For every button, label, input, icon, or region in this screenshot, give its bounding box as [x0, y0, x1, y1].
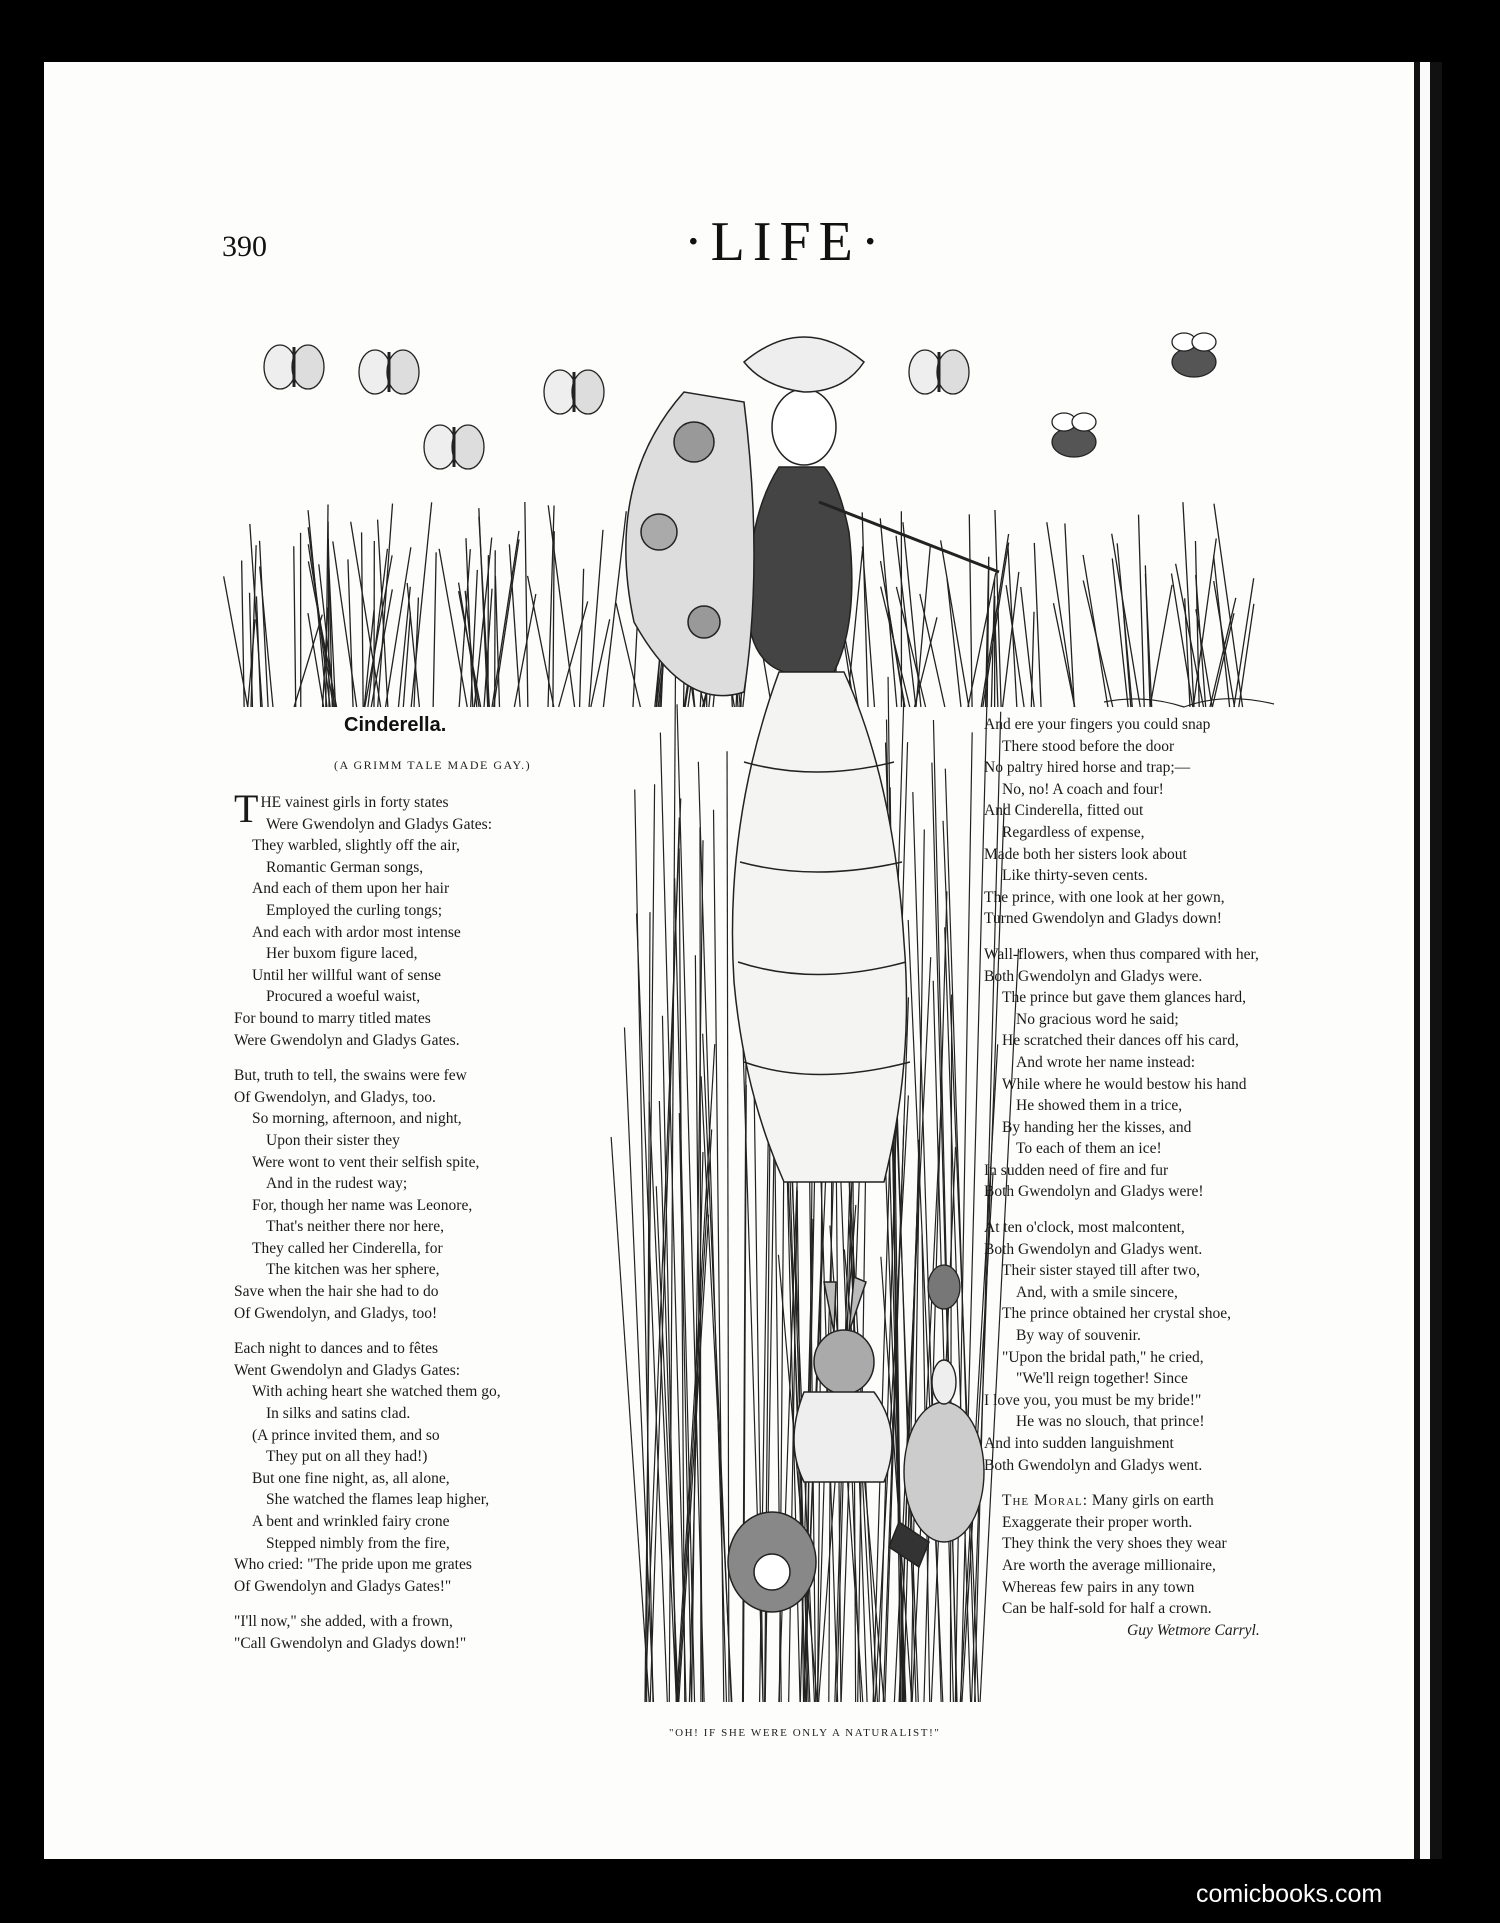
poem-line: Romantic German songs,: [266, 858, 424, 876]
magazine-page: [44, 62, 1442, 1859]
moral-line: Exaggerate their proper worth.: [1002, 1513, 1193, 1531]
poem-line: Stepped nimbly from the fire,: [266, 1534, 450, 1552]
poem-line: Until her willful want of sense: [252, 966, 441, 984]
poem-right-column: [984, 714, 1404, 1641]
poem-line: "We'll reign together! Since: [1016, 1370, 1188, 1388]
moral-line: They think the very shoes they wear: [1002, 1535, 1227, 1553]
poem-line: The kitchen was her sphere,: [266, 1261, 440, 1279]
page-number: 390: [222, 230, 267, 263]
poem-line: The prince obtained her crystal shoe,: [1002, 1305, 1231, 1323]
poem-line: There stood before the door: [1002, 737, 1175, 755]
moral-label: The Moral:: [1002, 1492, 1089, 1510]
poem-first-line: THE vainest girls in forty states: [234, 786, 449, 831]
poem-line: In sudden need of fire and fur: [984, 1161, 1169, 1179]
poem-line: He was no slouch, that prince!: [1016, 1413, 1205, 1431]
poem-line: And, with a smile sincere,: [1016, 1283, 1178, 1301]
poem-line: Were Gwendolyn and Gladys Gates.: [234, 1031, 460, 1049]
poem-line: By way of souvenir.: [1016, 1327, 1141, 1345]
poem-line: At ten o'clock, most malcontent,: [984, 1219, 1185, 1237]
poem-line: The prince, with one look at her gown,: [984, 888, 1225, 906]
poem-line: (A prince invited them, and so: [252, 1426, 440, 1444]
poem-line: Like thirty-seven cents.: [1002, 867, 1148, 885]
poem-line: Who cried: "The pride upon me grates: [234, 1556, 472, 1574]
butterfly-icon: [359, 350, 419, 394]
poem-line: No, no! A coach and four!: [1002, 780, 1164, 798]
poem-line: The prince but gave them glances hard,: [1002, 989, 1247, 1007]
poem-left-column: [234, 786, 654, 1655]
poem-line: Were wont to vent their selfish spite,: [252, 1153, 480, 1171]
poem-line: In silks and satins clad.: [266, 1405, 411, 1423]
poem-line: They warbled, slightly off the air,: [252, 837, 460, 855]
poem-subtitle: (A GRIMM TALE MADE GAY.): [334, 758, 532, 772]
butterfly-icon: [264, 345, 324, 389]
poem-line: "Call Gwendolyn and Gladys down!": [234, 1634, 467, 1652]
moral-line: Can be half-sold for half a crown.: [1002, 1600, 1212, 1618]
poem-line: By handing her the kisses, and: [1002, 1118, 1192, 1136]
moral-first-line: The Moral: Many girls on earth: [1002, 1492, 1214, 1510]
poem-line: Both Gwendolyn and Gladys were.: [984, 967, 1203, 985]
poem-line: With aching heart she watched them go,: [252, 1383, 501, 1401]
poem-line: "I'll now," she added, with a frown,: [234, 1613, 453, 1631]
poem-line: "Upon the bridal path," he cried,: [1002, 1348, 1204, 1366]
poem-line: A bent and wrinkled fairy crone: [252, 1513, 450, 1530]
poem-line: They called her Cinderella, for: [252, 1239, 443, 1257]
poem-title: Cinderella.: [344, 714, 447, 736]
poem-line: Turned Gwendolyn and Gladys down!: [984, 910, 1222, 928]
poem-line: That's neither there nor here,: [266, 1218, 444, 1236]
poem-line: Upon their sister they: [266, 1131, 400, 1149]
poem-line: And each with ardor most intense: [252, 923, 461, 941]
poem-line: No paltry hired horse and trap;—: [984, 759, 1191, 777]
poem-line: Their sister stayed till after two,: [1002, 1262, 1200, 1280]
moral-line: Are worth the average millionaire,: [1002, 1556, 1216, 1574]
illustration-caption: "OH! IF SHE WERE ONLY A NATURALIST!": [669, 1727, 941, 1739]
moral-line: Whereas few pairs in any town: [1002, 1578, 1195, 1596]
poem-line: While where he would bestow his hand: [1002, 1075, 1247, 1093]
poem-line: And Cinderella, fitted out: [984, 802, 1144, 820]
poem-line: But, truth to tell, the swains were few: [234, 1067, 467, 1085]
poem-line: To each of them an ice!: [1016, 1140, 1162, 1158]
poem-line: And into sudden languishment: [984, 1435, 1174, 1452]
poem-line: So morning, afternoon, and night,: [252, 1110, 462, 1128]
poem-line: For bound to marry titled mates: [234, 1009, 431, 1027]
watermark: comicbooks.com: [1196, 1880, 1383, 1908]
woman-figure: [626, 337, 999, 1182]
poem-line: Went Gwendolyn and Gladys Gates:: [234, 1361, 461, 1379]
poem-line: Her buxom figure laced,: [266, 945, 418, 963]
poem-line: Made both her sisters look about: [984, 845, 1187, 863]
drop-cap: T: [234, 786, 259, 831]
poem-line: Of Gwendolyn and Gladys Gates!": [234, 1577, 452, 1595]
poem-line: Both Gwendolyn and Gladys went.: [984, 1240, 1203, 1258]
poem-line: They put on all they had!): [266, 1448, 428, 1466]
bee-icon: [1052, 413, 1096, 457]
poem-line: But one fine night, as, all alone,: [252, 1469, 450, 1487]
butterfly-icon: [909, 350, 969, 394]
poem-line: And in the rudest way;: [266, 1175, 408, 1193]
poem-line: Both Gwendolyn and Gladys went.: [984, 1456, 1203, 1474]
poem-line: Save when the hair she had to do: [234, 1283, 439, 1301]
poem-line: And each of them upon her hair: [252, 880, 450, 898]
poem-line: Both Gwendolyn and Gladys were!: [984, 1183, 1204, 1201]
beetle-figure: [928, 1265, 960, 1309]
masthead: ·LIFE·: [684, 211, 888, 273]
poem-line: No gracious word he said;: [1016, 1010, 1179, 1028]
poem-line: Of Gwendolyn, and Gladys, too.: [234, 1088, 436, 1106]
poem-line: Employed the curling tongs;: [266, 901, 443, 919]
poem-line: Procured a woeful waist,: [266, 988, 421, 1006]
poem-line: Of Gwendolyn, and Gladys, too!: [234, 1304, 438, 1322]
poem-line: Each night to dances and to fêtes: [234, 1340, 439, 1358]
poem-line: Regardless of expense,: [1002, 823, 1145, 841]
butterfly-icon: [544, 370, 604, 414]
author-signature: Guy Wetmore Carryl.: [1127, 1621, 1260, 1639]
butterfly-icon: [424, 425, 484, 469]
poem-line: He showed them in a trice,: [1016, 1097, 1183, 1115]
poem-line: I love you, you must be my bride!": [984, 1391, 1202, 1409]
poem-line: For, though her name was Leonore,: [252, 1196, 473, 1214]
poem-line: And wrote her name instead:: [1016, 1053, 1196, 1071]
bee-icon: [1172, 333, 1216, 377]
poem-line: She watched the flames leap higher,: [266, 1491, 490, 1509]
poem-line: He scratched their dances off his card,: [1002, 1032, 1239, 1050]
poem-line: Were Gwendolyn and Gladys Gates:: [266, 815, 493, 833]
poem-line: And ere your fingers you could snap: [984, 716, 1211, 733]
poem-line: Wall-flowers, when thus compared with her,: [984, 945, 1259, 963]
